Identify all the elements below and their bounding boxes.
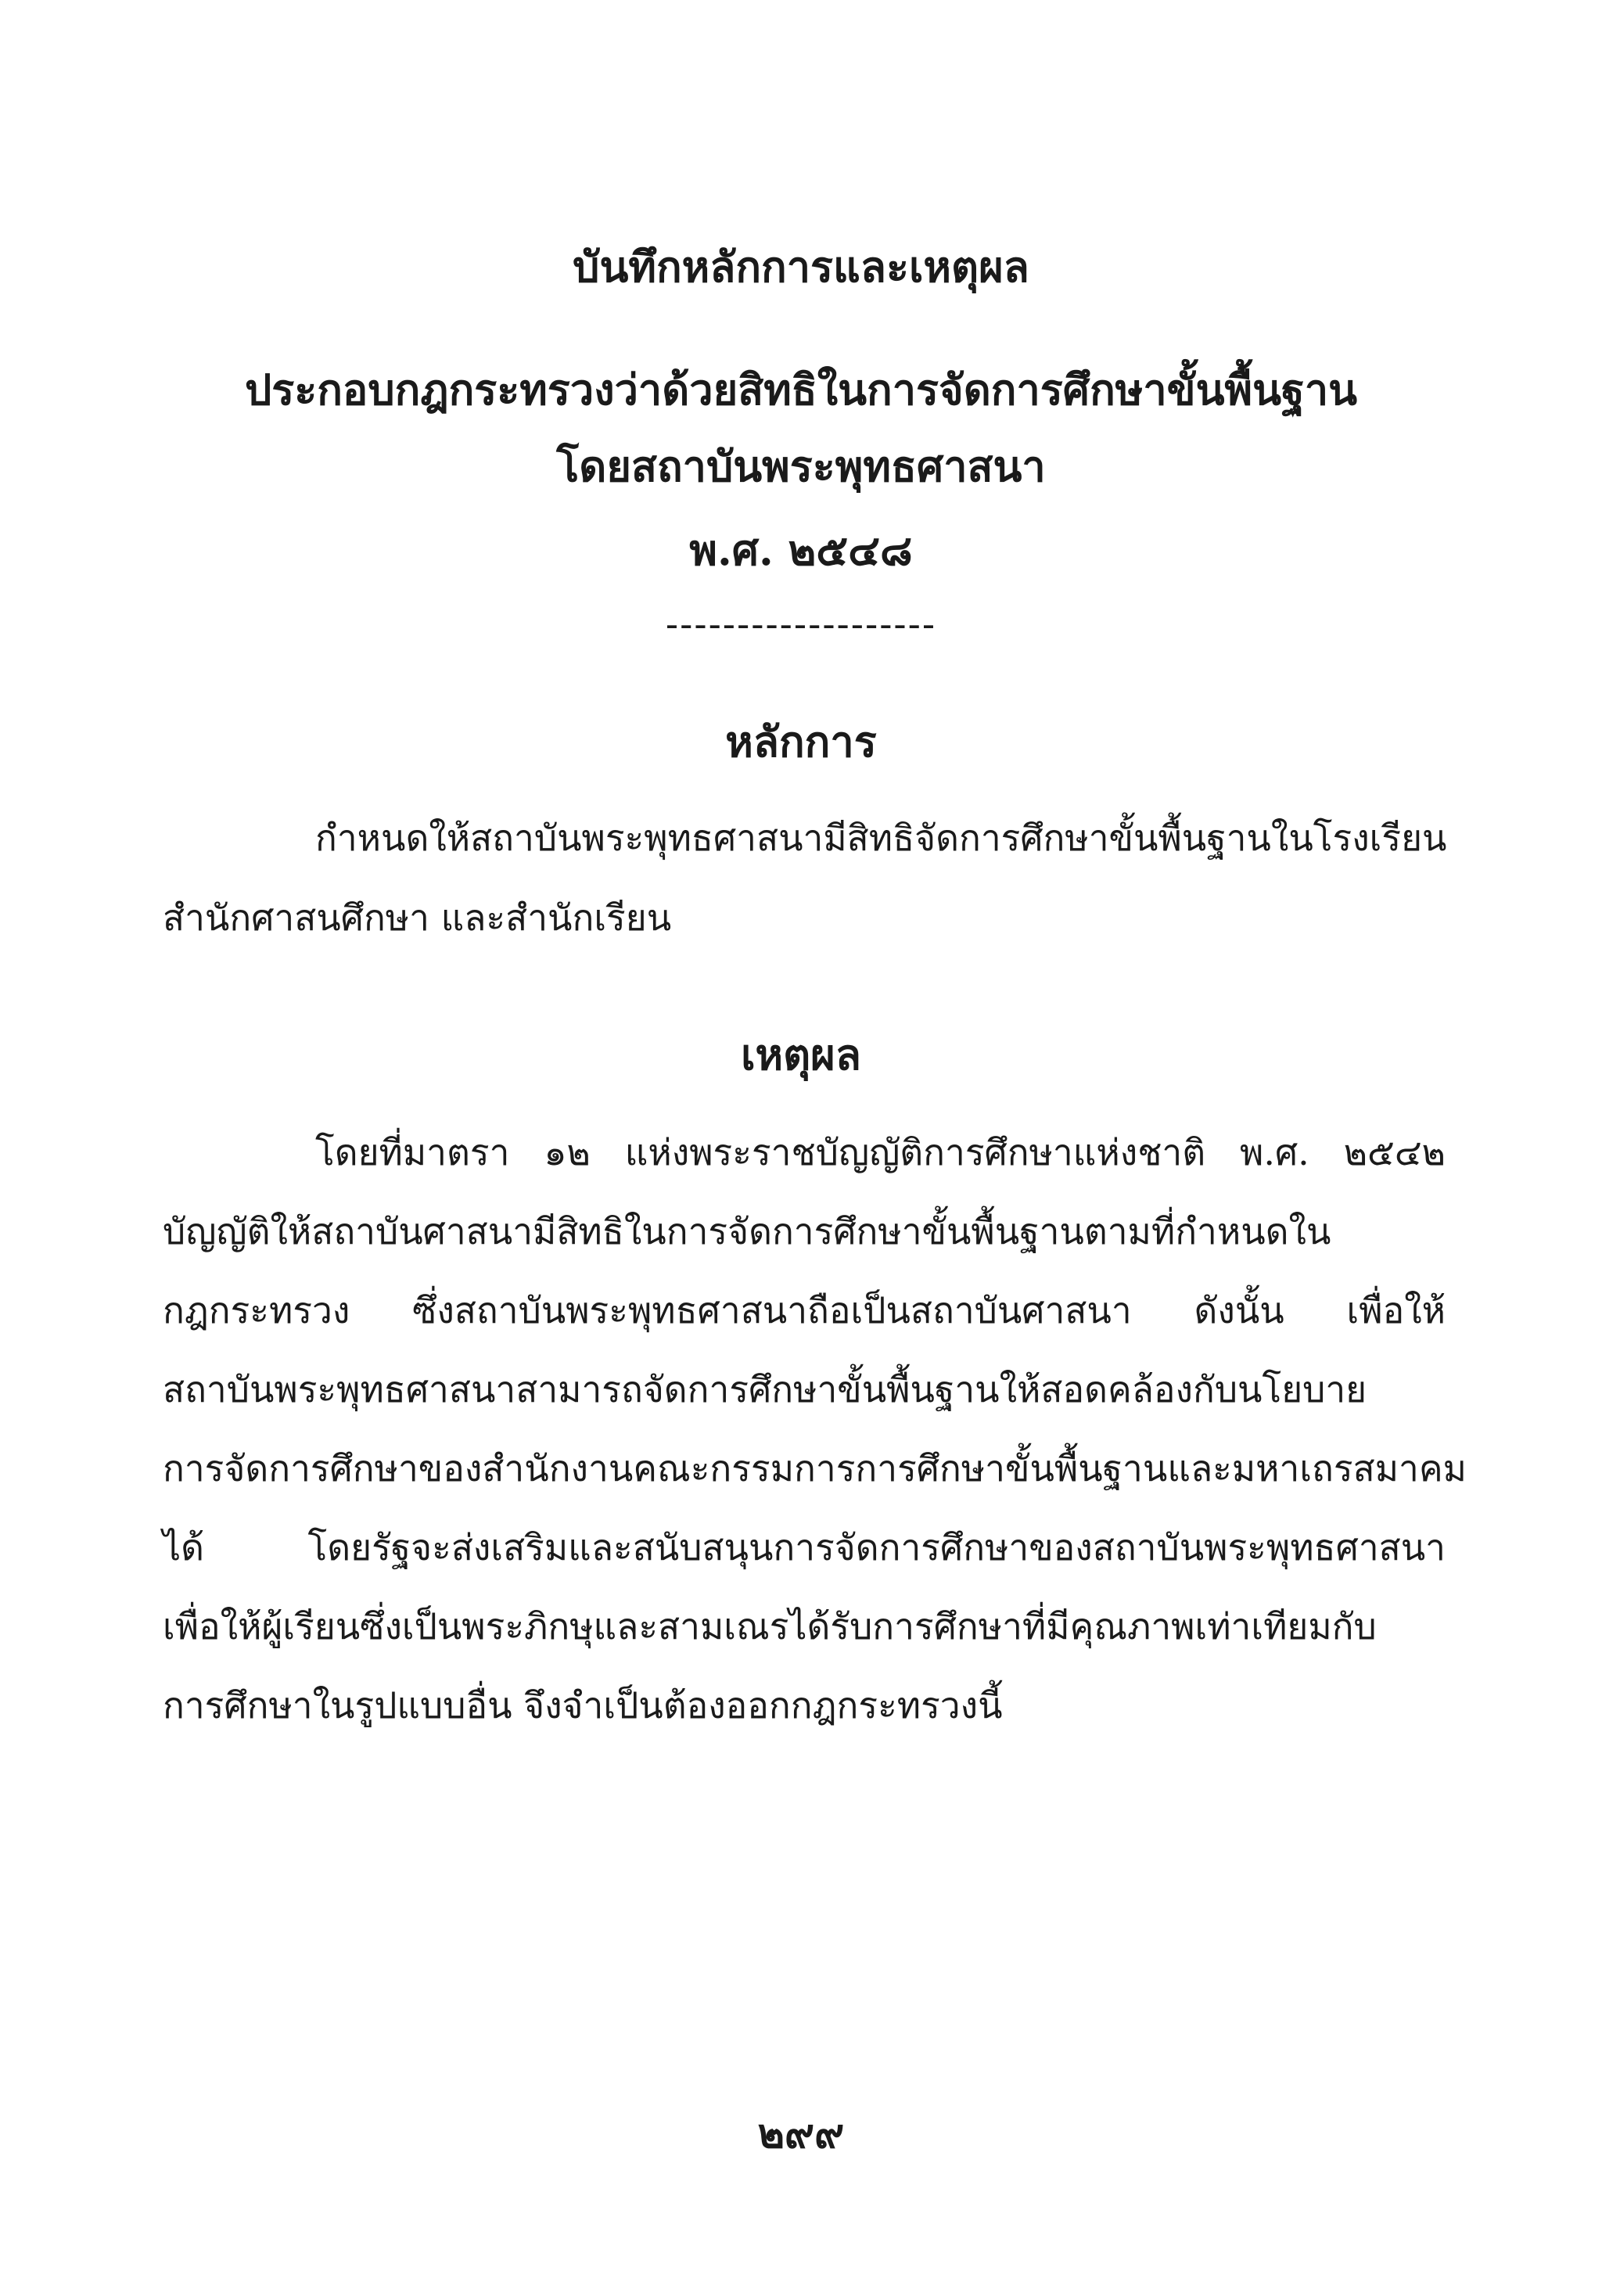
reason-line: บัญญัติให้สถาบันศาสนามีสิทธิในการจัดการศึกษาขั้นพื้นฐานตามที่กำหนดใน: [163, 1210, 1331, 1252]
reason-line: ได้ โดยรัฐจะส่งเสริมและสนับสนุนการจัดการศึกษาของสถาบันพระพุทธศาสนา: [163, 1526, 1446, 1568]
document-year: พ.ศ. ๒๕๔๘: [689, 525, 913, 575]
reason-line: เพื่อให้ผู้เรียนซึ่งเป็นพระภิกษุและสามเณรได้รับการศึกษาที่มีคุณภาพเท่าเทียมกับ: [163, 1605, 1377, 1647]
page-number: ๒๙๙: [757, 2110, 845, 2158]
reason-line: กฎกระทรวง ซึ่งสถาบันพระพุทธศาสนาถือเป็นสถาบันศาสนา ดังนั้น เพื่อให้: [163, 1289, 1446, 1331]
reason-heading: เหตุผล: [741, 1029, 861, 1080]
document-subtitle-line-1: ประกอบกฎกระทรวงว่าด้วยสิทธิในการจัดการศึกษาขั้นพื้นฐาน: [244, 365, 1358, 415]
document-title: บันทึกหลักการและเหตุผล: [573, 242, 1029, 292]
principle-line: กำหนดให้สถาบันพระพุทธศาสนามีสิทธิจัดการศึกษาขั้นพื้นฐานในโรงเรียน: [315, 817, 1447, 859]
reason-line: โดยที่มาตรา ๑๒ แห่งพระราชบัญญัติการศึกษาแห่งชาติ พ.ศ. ๒๕๔๒: [315, 1131, 1446, 1173]
reason-line: สถาบันพระพุทธศาสนาสามารถจัดการศึกษาขั้นพื้นฐานให้สอดคล้องกับนโยบาย: [163, 1368, 1367, 1410]
title-divider: -------------------: [665, 602, 937, 646]
document-subtitle-line-2: โดยสถาบันพระพุทธศาสนา: [556, 441, 1046, 491]
reason-line: การจัดการศึกษาของสำนักงานคณะกรรมการการศึกษาขั้นพื้นฐานและมหาเถรสมาคม: [163, 1447, 1467, 1489]
reason-line: การศึกษาในรูปแบบอื่น จึงจำเป็นต้องออกกฎกระทรวงนี้: [163, 1684, 1003, 1726]
principle-line: สำนักศาสนศึกษา และสำนักเรียน: [163, 896, 672, 939]
principle-heading: หลักการ: [725, 717, 877, 767]
